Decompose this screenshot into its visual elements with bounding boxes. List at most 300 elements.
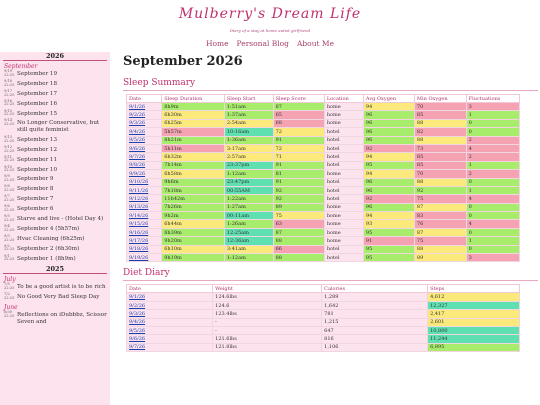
table-cell: 96 bbox=[363, 119, 414, 127]
table-cell: 1 bbox=[466, 186, 519, 194]
table-row bbox=[127, 153, 520, 161]
entry-title-link[interactable]: September 10 bbox=[17, 166, 58, 173]
table-cell: 75 bbox=[414, 195, 466, 203]
table-row bbox=[127, 203, 520, 211]
entry-title-link[interactable]: No Good Very Bad Sleep Day bbox=[17, 294, 100, 301]
table-row bbox=[127, 136, 520, 144]
entry-title-link[interactable]: September 8 bbox=[17, 186, 54, 193]
table-cell: hotel bbox=[324, 128, 363, 136]
archive-entry[interactable] bbox=[0, 206, 110, 213]
table-cell: 1 bbox=[466, 161, 519, 169]
table-row bbox=[127, 343, 520, 351]
date-link[interactable]: 9/13/26 bbox=[127, 203, 162, 211]
archive-sidebar bbox=[0, 52, 110, 405]
table-cell: 0 bbox=[466, 245, 519, 253]
table-cell: home bbox=[324, 203, 363, 211]
column-header: Sleep Score bbox=[273, 95, 324, 103]
table-cell: home bbox=[324, 228, 363, 236]
table-cell: 2 bbox=[466, 153, 519, 161]
archive-entry[interactable] bbox=[0, 120, 110, 133]
table-cell: 65 bbox=[273, 111, 324, 119]
table-cell: 1:51am bbox=[224, 103, 273, 111]
table-cell: 85 bbox=[414, 161, 466, 169]
table-row bbox=[127, 318, 520, 326]
archive-year-heading[interactable]: 2025 bbox=[3, 265, 107, 274]
table-cell: 7h18m bbox=[162, 186, 225, 194]
entry-title-link[interactable]: September 17 bbox=[17, 90, 58, 97]
site-subtitle: Diary of a stay at home autist girlfriend bbox=[229, 28, 311, 33]
entry-date: 9/6 22:25 bbox=[4, 204, 15, 212]
table-cell: 6h30m bbox=[162, 111, 225, 119]
entry-title-link[interactable]: September 18 bbox=[17, 80, 58, 87]
table-row bbox=[127, 237, 520, 245]
table-cell: 96 bbox=[363, 178, 414, 186]
date-link[interactable]: 9/3/26 bbox=[127, 119, 162, 127]
table-cell: 1:26am bbox=[224, 220, 273, 228]
entry-title-link[interactable]: September 15 bbox=[17, 110, 58, 117]
entry-title-link[interactable]: Starve and live - (Hotel Day 4) bbox=[17, 215, 104, 222]
table-cell: 3 bbox=[466, 103, 519, 111]
table-cell: 00:55AM bbox=[224, 186, 273, 194]
date-link[interactable]: 9/16/26 bbox=[127, 228, 162, 236]
archive-month-heading[interactable]: June bbox=[4, 304, 18, 312]
archive-entry[interactable] bbox=[0, 253, 110, 263]
entry-date: 9/5 22:25 bbox=[4, 213, 15, 222]
table-cell: 781 bbox=[322, 310, 428, 318]
table-cell: 2:57am bbox=[224, 153, 273, 161]
table-cell: 87 bbox=[273, 228, 324, 236]
date-link[interactable]: 9/15/26 bbox=[127, 220, 162, 228]
table-cell: 7h26m bbox=[162, 203, 225, 211]
table-cell: 83 bbox=[414, 212, 466, 220]
table-cell: 1:36am bbox=[224, 136, 273, 144]
entry-title-link[interactable]: No Longer Conservative, but still quite feminist bbox=[17, 120, 100, 133]
archive-entry[interactable] bbox=[0, 233, 110, 243]
table-row bbox=[127, 228, 520, 236]
date-link[interactable]: 9/7/26 bbox=[127, 153, 162, 161]
column-header: Min Oxygen bbox=[414, 95, 466, 103]
entry-title-link[interactable]: September 6 bbox=[17, 206, 54, 213]
date-link[interactable]: 9/5/26 bbox=[127, 326, 213, 334]
table-cell: 12:25am bbox=[224, 228, 273, 236]
column-header: Weight bbox=[213, 285, 322, 293]
table-cell: hotel bbox=[324, 178, 363, 186]
table-cell: 1,642 bbox=[322, 301, 428, 309]
table-cell: 85 bbox=[414, 153, 466, 161]
date-link[interactable]: 9/14/26 bbox=[127, 212, 162, 220]
table-cell: 88 bbox=[414, 119, 466, 127]
table-cell: 124.6 bbox=[213, 301, 322, 309]
table-cell: 72 bbox=[273, 144, 324, 152]
table-cell: 6h10m bbox=[162, 245, 225, 253]
table-cell: 12,327 bbox=[428, 301, 520, 309]
table-cell: 88 bbox=[414, 245, 466, 253]
table-cell: 00:11am bbox=[224, 212, 273, 220]
date-link[interactable]: 9/5/26 bbox=[127, 136, 162, 144]
table-cell: 4,612 bbox=[428, 293, 520, 301]
column-header: Fluctuations bbox=[466, 95, 519, 103]
table-cell: 73 bbox=[414, 144, 466, 152]
archive-entry[interactable] bbox=[0, 98, 110, 108]
table-cell: 89 bbox=[414, 254, 466, 262]
table-row bbox=[127, 144, 520, 152]
table-row bbox=[127, 335, 520, 343]
table-cell: 93 bbox=[363, 220, 414, 228]
archive-entry[interactable] bbox=[0, 88, 110, 98]
entry-date: 9/10 22:25 bbox=[4, 164, 15, 173]
date-link[interactable]: 9/10/26 bbox=[127, 178, 162, 186]
table-cell: 91 bbox=[363, 237, 414, 245]
entry-title-link[interactable]: To be a good artist is to be rich bbox=[17, 284, 106, 291]
table-cell: 75 bbox=[273, 212, 324, 220]
archive-entry[interactable] bbox=[0, 294, 110, 301]
table-cell: 95 bbox=[363, 254, 414, 262]
table-cell: 8h21m bbox=[162, 136, 225, 144]
table-cell: 68 bbox=[273, 119, 324, 127]
diet-table bbox=[126, 284, 520, 352]
table-cell: 71 bbox=[273, 153, 324, 161]
column-header: Sleep Duration bbox=[162, 95, 225, 103]
entry-date: 9/19 22:25 bbox=[4, 69, 15, 77]
entry-title-link[interactable]: September 16 bbox=[17, 100, 58, 107]
table-cell: 2,601 bbox=[428, 318, 520, 326]
table-cell: 96 bbox=[363, 128, 414, 136]
table-cell: 91 bbox=[273, 178, 324, 186]
table-cell: 95 bbox=[363, 161, 414, 169]
table-cell: 72 bbox=[273, 128, 324, 136]
table-cell: 5h11m bbox=[162, 144, 225, 152]
table-cell: 89 bbox=[273, 203, 324, 211]
table-cell: 94 bbox=[363, 170, 414, 178]
entry-date: 9/1 22:25 bbox=[4, 253, 15, 262]
date-link[interactable]: 9/4/26 bbox=[127, 318, 213, 326]
table-cell: 1:27am bbox=[224, 203, 273, 211]
table-cell: 1,106 bbox=[322, 343, 428, 351]
table-cell: 88 bbox=[273, 254, 324, 262]
table-cell: hotel bbox=[324, 254, 363, 262]
entry-title-link[interactable]: September 12 bbox=[17, 146, 58, 153]
table-row bbox=[127, 301, 520, 309]
table-cell: 11h42m bbox=[162, 195, 225, 203]
table-cell: 3:41am bbox=[224, 245, 273, 253]
entry-date: 9/3 22:25 bbox=[4, 233, 15, 242]
archive-entry[interactable] bbox=[0, 284, 110, 291]
table-cell: 121.6lbs bbox=[213, 335, 322, 343]
table-cell: 88 bbox=[414, 178, 466, 186]
entry-date: 9/17 22:25 bbox=[4, 88, 15, 97]
table-cell: 85 bbox=[414, 111, 466, 119]
archive-entry[interactable] bbox=[0, 213, 110, 223]
table-cell: 70 bbox=[414, 170, 466, 178]
table-cell: 96 bbox=[363, 136, 414, 144]
table-cell: home bbox=[324, 119, 363, 127]
table-row bbox=[127, 220, 520, 228]
table-cell: hotel bbox=[324, 153, 363, 161]
table-row bbox=[127, 111, 520, 119]
entry-date: 9/18 22:25 bbox=[4, 78, 15, 87]
table-cell: 75 bbox=[414, 237, 466, 245]
top-nav bbox=[0, 39, 540, 48]
table-cell: 96 bbox=[363, 186, 414, 194]
archive-entry[interactable] bbox=[0, 186, 110, 193]
column-header: Sleep Start bbox=[224, 95, 273, 103]
date-link[interactable]: 9/2/26 bbox=[127, 301, 213, 309]
diet-diary-title: Diet Diary bbox=[123, 268, 538, 281]
entry-date: 9/11 22:25 bbox=[4, 154, 15, 163]
table-cell: 6h58m bbox=[162, 170, 225, 178]
entry-title-link[interactable]: Hvac Cleaning (6h25m) bbox=[17, 235, 85, 242]
nav-link-personal-blog[interactable]: Personal Blog bbox=[236, 39, 289, 48]
table-cell: 92 bbox=[363, 195, 414, 203]
table-row bbox=[127, 245, 520, 253]
entry-date: 9/9 22:25 bbox=[4, 174, 15, 183]
entry-date: 9/15 22:25 bbox=[4, 108, 15, 117]
date-link[interactable]: 9/2/26 bbox=[127, 111, 162, 119]
date-link[interactable]: 9/12/26 bbox=[127, 195, 162, 203]
entry-date: 9/4 22:25 bbox=[4, 223, 15, 232]
site-header bbox=[0, 0, 540, 52]
table-cell: 12:36am bbox=[224, 237, 273, 245]
table-cell: 1:22am bbox=[224, 195, 273, 203]
archive-entry[interactable] bbox=[0, 196, 110, 203]
date-link[interactable]: 9/7/26 bbox=[127, 343, 213, 351]
nav-link-about-me[interactable]: About Me bbox=[296, 39, 335, 48]
table-cell: hotel bbox=[324, 186, 363, 194]
site-title[interactable]: Mulberry's Dream Life bbox=[178, 6, 362, 22]
date-link[interactable]: 9/1/26 bbox=[127, 293, 213, 301]
entry-title-link[interactable]: September 13 bbox=[17, 136, 58, 143]
table-row bbox=[127, 178, 520, 186]
table-cell: 9h6m bbox=[162, 178, 225, 186]
table-cell: 6,895 bbox=[428, 343, 520, 351]
table-cell: 94 bbox=[363, 103, 414, 111]
table-cell: 6h32m bbox=[162, 153, 225, 161]
entry-date: 9/16 22:25 bbox=[4, 98, 15, 107]
table-cell: 816 bbox=[322, 335, 428, 343]
table-cell: 8h9m bbox=[162, 103, 225, 111]
table-row bbox=[127, 103, 520, 111]
table-cell: home bbox=[324, 111, 363, 119]
entry-date: 9/14 22:25 bbox=[4, 118, 15, 127]
archive-entry[interactable] bbox=[0, 154, 110, 164]
archive-month-heading[interactable]: July bbox=[4, 276, 16, 284]
table-cell: 82 bbox=[414, 128, 466, 136]
column-header: Date bbox=[127, 95, 162, 103]
table-cell: hotel bbox=[324, 136, 363, 144]
table-cell: 1 bbox=[466, 237, 519, 245]
table-cell: 647 bbox=[322, 326, 428, 334]
date-link[interactable]: 9/17/26 bbox=[127, 237, 162, 245]
table-cell: 87 bbox=[273, 103, 324, 111]
column-header: Date bbox=[127, 285, 213, 293]
entry-title-link[interactable]: Reflections on iDubbbz, Scissor Seven and bbox=[17, 312, 107, 325]
table-cell: home bbox=[324, 237, 363, 245]
table-cell: 1:37am bbox=[224, 111, 273, 119]
table-cell: 3:17am bbox=[224, 144, 273, 152]
entry-date: 9/2 22:25 bbox=[4, 243, 15, 252]
column-header: Steps bbox=[428, 285, 520, 293]
date-link[interactable]: 9/6/26 bbox=[127, 144, 162, 152]
main-content bbox=[123, 52, 538, 405]
table-row bbox=[127, 195, 520, 203]
table-row bbox=[127, 293, 520, 301]
table-cell: 95 bbox=[363, 228, 414, 236]
table-cell: 4 bbox=[466, 220, 519, 228]
table-cell: 6h44m bbox=[162, 220, 225, 228]
table-cell: home bbox=[324, 220, 363, 228]
table-cell: 96 bbox=[363, 203, 414, 211]
archive-entry[interactable] bbox=[0, 78, 110, 88]
entry-date: 9/12 22:25 bbox=[4, 144, 15, 153]
entry-title-link[interactable]: September 4 (5h57m) bbox=[17, 225, 80, 232]
table-cell: home bbox=[324, 170, 363, 178]
entry-title-link[interactable]: September 9 bbox=[17, 176, 54, 183]
date-link[interactable]: 9/4/26 bbox=[127, 128, 162, 136]
table-cell: hotel bbox=[324, 195, 363, 203]
table-cell: 66 bbox=[273, 245, 324, 253]
table-row bbox=[127, 254, 520, 262]
archive-entry[interactable] bbox=[0, 164, 110, 174]
table-row bbox=[127, 161, 520, 169]
date-link[interactable]: 9/1/26 bbox=[127, 103, 162, 111]
table-cell: 96 bbox=[363, 111, 414, 119]
archive-entry[interactable] bbox=[0, 144, 110, 154]
entry-date: 9/8 22:25 bbox=[4, 184, 15, 193]
date-link[interactable]: 9/6/26 bbox=[127, 335, 213, 343]
entry-date: 7/2 22:25 bbox=[4, 292, 15, 301]
table-cell: 121.8lbs bbox=[213, 343, 322, 351]
table-cell: 91 bbox=[273, 136, 324, 144]
table-cell: 87 bbox=[414, 203, 466, 211]
page-title: September 2026 bbox=[123, 54, 243, 69]
archive-entry[interactable] bbox=[0, 176, 110, 183]
table-cell: - bbox=[213, 318, 322, 326]
table-cell: 92 bbox=[273, 195, 324, 203]
date-link[interactable]: 9/18/26 bbox=[127, 245, 162, 253]
table-cell: 94 bbox=[363, 153, 414, 161]
table-cell: 94 bbox=[363, 212, 414, 220]
table-cell: 2,417 bbox=[428, 310, 520, 318]
table-cell: 2 bbox=[466, 170, 519, 178]
table-cell: 1 bbox=[466, 111, 519, 119]
table-cell: - bbox=[213, 326, 322, 334]
entry-title-link[interactable]: September 11 bbox=[17, 156, 58, 163]
table-cell: 0 bbox=[466, 212, 519, 220]
table-cell: 3 bbox=[466, 254, 519, 262]
table-cell: 1:12am bbox=[224, 170, 273, 178]
table-cell: 95 bbox=[363, 245, 414, 253]
table-cell: 81 bbox=[273, 170, 324, 178]
table-cell: 0 bbox=[466, 203, 519, 211]
archive-entry[interactable] bbox=[0, 134, 110, 144]
table-cell: 9h20m bbox=[162, 237, 225, 245]
table-row bbox=[127, 212, 520, 220]
archive-entry[interactable] bbox=[0, 312, 110, 325]
table-row bbox=[127, 170, 520, 178]
table-cell: 10:16am bbox=[224, 128, 273, 136]
column-header: Calories bbox=[322, 285, 428, 293]
archive-entry[interactable] bbox=[0, 71, 110, 78]
table-cell: 4 bbox=[466, 195, 519, 203]
archive-entry[interactable] bbox=[0, 108, 110, 118]
nav-link-home[interactable]: Home bbox=[205, 39, 229, 48]
table-cell: 9h19m bbox=[162, 254, 225, 262]
table-cell: 76 bbox=[414, 220, 466, 228]
table-cell: 4 bbox=[466, 144, 519, 152]
entry-title-link[interactable]: September 7 bbox=[17, 196, 54, 203]
table-row bbox=[127, 186, 520, 194]
table-cell: 5h57m bbox=[162, 128, 225, 136]
table-cell: 2:54am bbox=[224, 119, 273, 127]
table-cell: 0 bbox=[466, 228, 519, 236]
sleep-summary-title: Sleep Summary bbox=[123, 78, 538, 91]
entry-date: 9/13 22:25 bbox=[4, 134, 15, 143]
table-row bbox=[127, 326, 520, 334]
table-cell: 92 bbox=[414, 186, 466, 194]
table-cell: 6h25m bbox=[162, 119, 225, 127]
table-cell: 92 bbox=[363, 144, 414, 152]
table-cell: 91 bbox=[273, 161, 324, 169]
archive-entry[interactable] bbox=[0, 223, 110, 233]
table-cell: 63 bbox=[273, 220, 324, 228]
table-cell: 23:37pm bbox=[224, 161, 273, 169]
table-cell: 11,244 bbox=[428, 335, 520, 343]
entry-title-link[interactable]: September 1 (8h9m) bbox=[17, 255, 76, 262]
table-cell: home bbox=[324, 212, 363, 220]
column-header: Avg Oxygen bbox=[363, 95, 414, 103]
entry-title-link[interactable]: September 2 (6h30m) bbox=[17, 245, 80, 252]
table-cell: 23:47pm bbox=[224, 178, 273, 186]
table-cell: 124.6lbs bbox=[213, 293, 322, 301]
date-link[interactable]: 9/9/26 bbox=[127, 170, 162, 178]
table-row bbox=[127, 128, 520, 136]
sleep-table bbox=[126, 94, 520, 262]
table-cell: home bbox=[324, 103, 363, 111]
entry-title-link[interactable]: September 19 bbox=[17, 71, 58, 77]
archive-month-heading[interactable]: September bbox=[4, 63, 38, 70]
table-cell: 92 bbox=[273, 186, 324, 194]
table-cell: 7h14m bbox=[162, 161, 225, 169]
table-cell: 2 bbox=[466, 136, 519, 144]
table-cell: 9h2m bbox=[162, 212, 225, 220]
table-cell: 70 bbox=[414, 103, 466, 111]
archive-year-heading[interactable]: 2026 bbox=[3, 52, 107, 61]
table-cell: 1,215 bbox=[322, 318, 428, 326]
table-row bbox=[127, 119, 520, 127]
date-link[interactable]: 9/3/26 bbox=[127, 310, 213, 318]
table-row bbox=[127, 310, 520, 318]
table-cell: 1,289 bbox=[322, 293, 428, 301]
table-cell: 0 bbox=[466, 178, 519, 186]
table-cell: hotel bbox=[324, 161, 363, 169]
entry-date: 7/5 22:25 bbox=[4, 282, 15, 291]
table-cell: 123.4lbs bbox=[213, 310, 322, 318]
archive-entry[interactable] bbox=[0, 243, 110, 253]
table-cell: 87 bbox=[414, 228, 466, 236]
date-link[interactable]: 9/8/26 bbox=[127, 161, 162, 169]
date-link[interactable]: 9/19/26 bbox=[127, 254, 162, 262]
entry-date: 6/30 22:25 bbox=[4, 310, 15, 318]
table-cell: hotel bbox=[324, 245, 363, 253]
entry-date: 9/7 22:25 bbox=[4, 194, 15, 202]
table-cell: 0 bbox=[466, 128, 519, 136]
table-cell: 8h39m bbox=[162, 228, 225, 236]
table-cell: 88 bbox=[414, 136, 466, 144]
table-cell: 10,800 bbox=[428, 326, 520, 334]
date-link[interactable]: 9/11/26 bbox=[127, 186, 162, 194]
table-cell: 88 bbox=[273, 237, 324, 245]
table-cell: 1:12am bbox=[224, 254, 273, 262]
